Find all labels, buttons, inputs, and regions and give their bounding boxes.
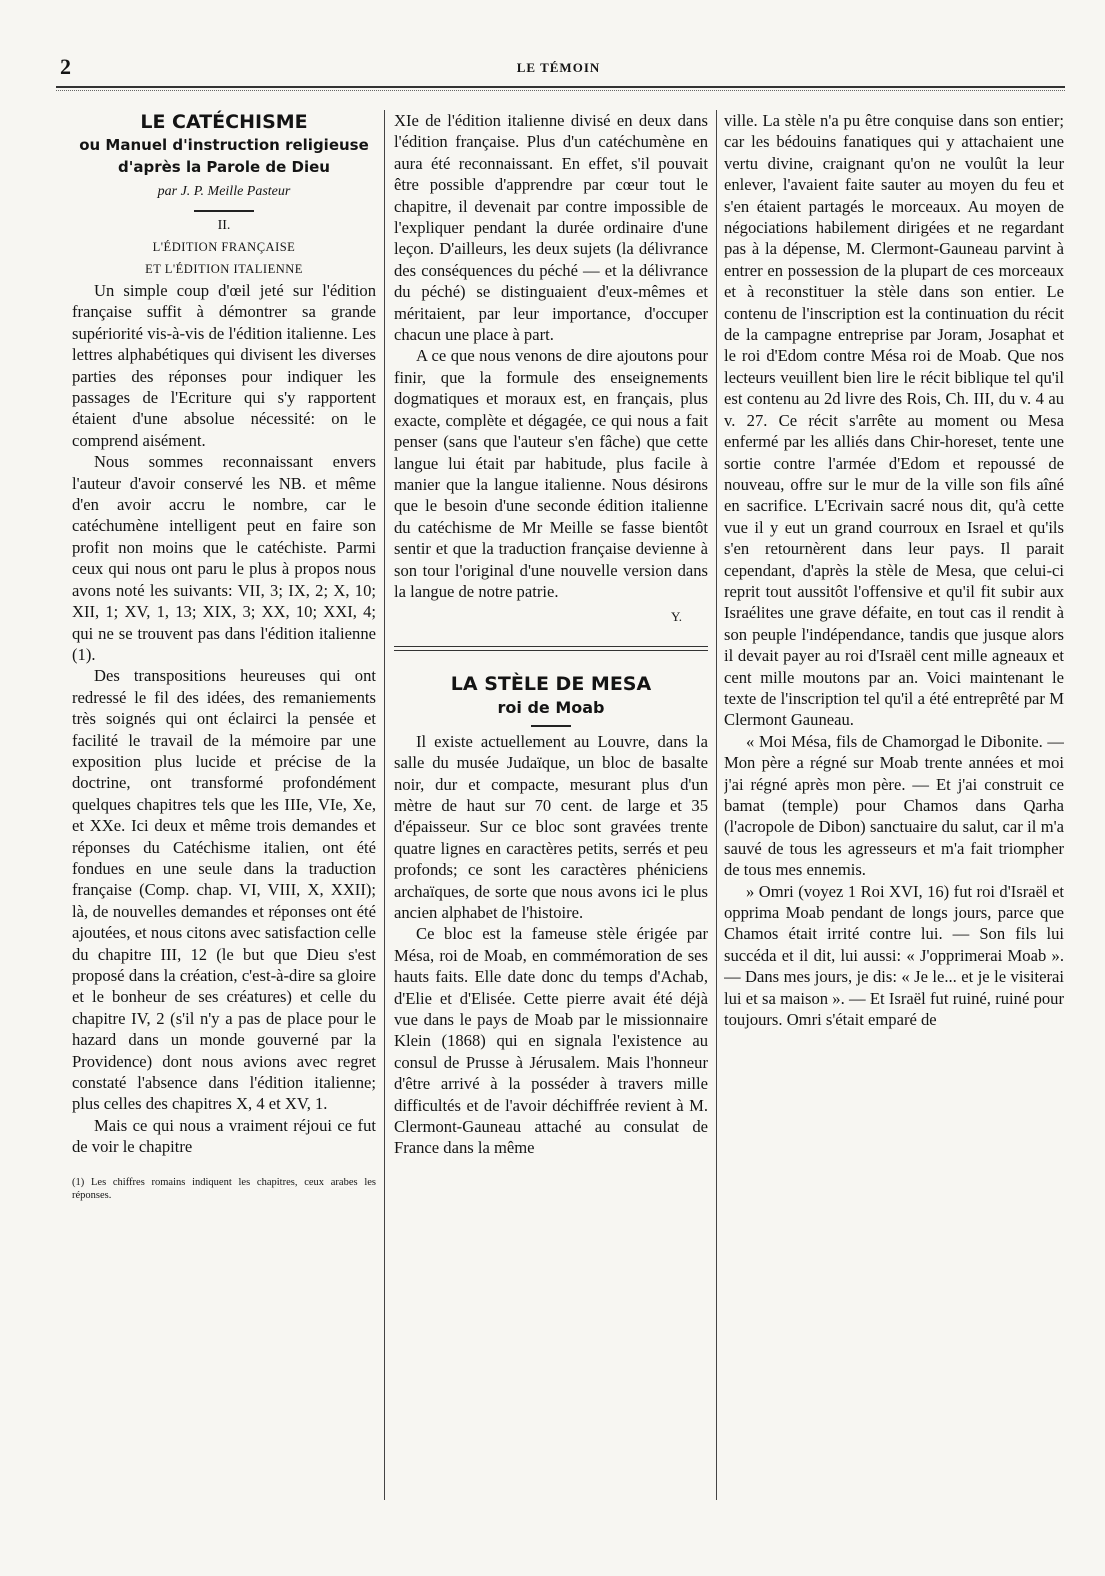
page-number: 2 — [60, 54, 71, 79]
paragraph: Nous sommes reconnaissant envers l'auteur d'avoir conservé les NB. et même d'en avoir accru le nombre, car le catéchumène intelligent peut en faire son profit non moins que le catéchiste. Parmi ceux qui nous ont paru le plus à propos nous avons noté les suivants: VII, 3; IX, 2; X, 10; XII, 1; XV, 1, 13; XIX, 3; XX, 10; XXI, 4; qui ne se trouvent pas dans l'édition italienne (1). — [72, 452, 376, 664]
column-divider-1 — [384, 110, 385, 1500]
paragraph: XIe de l'édition italienne divisé en deux dans l'édition française. Plus d'un catéchumène en aura été reconnaissant. En effet, s'il pouvait être possible d'apprendre par cœur tout le chapitre, il devenait par contre impossible de l'expliquer pendant la durée ordinaire d'une leçon. D'ailleurs, les deux sujets (la délivrance des conséquences du péché — et la délivrance du péché) se distinguaient d'eux-mêmes et méritaient, par leur importance, d'occuper chacun une place à part. — [394, 111, 708, 345]
paragraph: Ce bloc est la fameuse stèle érigée par Mésa, roi de Moab, en commémoration de ses hauts faits. Elle date donc du temps d'Achab, d'Elie et d'Elisée. Cette pierre avait été déjà vue dans le pays de Moab par le missionnaire Klein (1868) qui en signala l'existence au consul de Prusse à Jérusalem. Mais l'honneur d'être arrivé à la posséder à travers mille difficultés et de l'avoir déchiffrée revient à M. Clermont-Gauneau attaché au consulat de France dans la même — [394, 924, 708, 1158]
paragraph: Mais ce qui nous a vraiment réjoui ce fut de voir le chapitre — [72, 1115, 376, 1157]
header-rule — [56, 86, 1065, 88]
newspaper-title: LE TÉMOIN — [516, 60, 601, 75]
paragraph: » Omri (voyez 1 Roi XVI, 16) fut roi d'Israël et opprima Moab pendant de longs jours, parce que Chamos était irrité contre lui. — Son fils lui succéda et il dit, lui aussi: « J'opprimerai Moab ». — Dans mes jours, je dis: « Je le... et je le visiterai lui et sa maison ». — Et Israël fut ruiné, ruiné pour toujours. Omri s'était emparé de — [724, 881, 1064, 1030]
article-subtitle-moab: roi de Moab — [497, 697, 605, 717]
section-heading-2: ET L'ÉDITION ITALIENNE — [145, 262, 303, 276]
article-title-stele: LA STÈLE DE MESA — [450, 672, 652, 695]
paragraph: ville. La stèle n'a pu être conquise dans son entier; car les bédouins fanatiques qui y attachaient une vertu divine, craignant qu'on ne voulût la leur enlever, l'avaient faite sauter au moyen du feu et s'en étaient partagés le morceaux. Au moyen de négociations habilement dirigées et ne regardant pas à la dépense, M. Clermont-Gauneau parvint à entrer en possession de la plupart de ces morceaux et à reconstituer la stèle dans son entier. Le contenu de l'inscription est la continuation du récit de la campagne entreprise par Joram, Josaphat et le roi d'Edom contre Mésa roi de Moab. Que nos lecteurs veuillent bien lire le récit biblique tel qu'il est contenu au 2d livre des Rois, Ch. III, du v. 4 au v. 27. Ce récit s'arrête au moment ou Mesa enfermé par les alliés dans Chir-horeset, tente une sortie contre l'armée d'Edom et repoussé de nouveau, offre sur le mur de la ville son fils aîné en sacrifice. L'Ecrivain sacré nous dit, qu'à cette vue il y eut un grand courroux en Israel et qu'ils s'en retournèrent dans leur pays. Il parait cependant, d'après la stèle de Mesa, que celui-ci reprit tout aussitôt l'offensive et qu'il fit subir aux Israélites une grave défaite, en tout cas il rendit à son peuple l'indépendance, tandis que jusque alors il devait payer au roi d'Israël cent mille agneaux et cent mille moutons par an. Voici maintenant le texte de l'inscription tel qu'il a été entreprêté par M Clermont Gauneau. — [724, 111, 1064, 730]
column-divider-2 — [716, 110, 717, 1500]
header-rule-dotted — [56, 90, 1065, 91]
column-3 — [724, 110, 1064, 1500]
section-heading-1: L'ÉDITION FRANÇAISE — [152, 240, 296, 254]
article-subtitle-1: ou Manuel d'instruction religieuse — [79, 136, 369, 154]
signature: Y. — [671, 609, 682, 625]
paragraph: Des transpositions heureuses qui ont redressé le fil des idées, des remaniements très soignés qui ont éclairci la pensée et facilité le travail de la mémoire par une exposition plus lucide et précise de la doctrine, ont transformé profondément quelques chapitres tels que les IIIe, VIe, Xe, et XXe. Ici deux et même trois demandes et réponses du Catéchisme italien, ont été fondues en une seule dans la traduction française (Comp. chap. VI, VIII, X, XXII); là, de nouvelles demandes et réponses ont été ajoutées, et nous citons avec satisfaction celle du chapitre III, 12 (le but que Dieu s'est proposé dans la création, c'est-à-dire sa gloire et le bonheur de ses créatures) et celle du chapitre IV, 2 (s'il n'y a pas de place pour le hazard dans un monde gouverné par la Providence) dont nous avions avec regret constaté l'absence dans l'édition italienne; plus celles des chapitres X, 4 et XV, 1. — [72, 666, 376, 1114]
paragraph: Il existe actuellement au Louvre, dans la salle du musée Judaïque, un bloc de basalte noir, dur et compacte, mesurant plus d'un mètre de haut sur 70 cent. de large et 35 d'épaisseur. Sur ce bloc sont gravées trente quatre lignes en caractères petits, serrés et peu profonds; ce sont les caractères phéniciens archaïques, de sorte que nous avons ici le plus ancien alphabet de l'histoire. — [394, 731, 708, 922]
section-number: II. — [217, 218, 231, 233]
column-2 — [394, 110, 708, 1500]
page-header — [56, 54, 1061, 84]
paragraph: « Moi Mésa, fils de Chamorgad le Dibonite. — Mon père a régné sur Moab trente années et moi j'ai régné après mon père. — Et j'ai construit ce bamat (temple) pour Chamos dans Qarha (l'acropole de Dibon) sanctuaire du salut, car il m'a sauvé de tous les agresseurs et m'a fait triompher de tous mes ennemis. — [724, 731, 1064, 880]
column-1 — [72, 110, 376, 1505]
article-separator — [394, 646, 708, 651]
paragraph: Un simple coup d'œil jeté sur l'édition française suffit à démontrer sa grande supériorité vis-à-vis de l'édition italienne. Les lettres alphabétiques qui divisent les diverses parties des réponses pour indiquer les passages de l'Ecriture qui s'y rapportent étaient d'une absolue nécessité: on le comprend aisément. — [72, 281, 376, 450]
article-byline: par J. P. Meille Pasteur — [157, 184, 291, 199]
footnote: (1) Les chiffres romains indiquent les chapitres, ceux arabes les réponses. — [72, 1176, 376, 1201]
article-title-catechisme: LE CATÉCHISME — [140, 111, 308, 133]
paragraph: A ce que nous venons de dire ajoutons pour finir, que la formule des enseignements dogmatiques et moraux est, en français, plus exacte, complète et dégagée, ce qui nous a fait penser (sans que l'auteur s'en fâche) que cette langue lui était par habitude, plus facile à manier que la langue italienne. Nous désirons que le besoin d'une seconde édition italienne du catéchisme de Mr Meille se fasse bientôt sentir et que la traduction française devienne à son tour l'original d'une nouvelle version dans la langue de notre patrie. — [394, 346, 708, 601]
article-subtitle-2: d'après la Parole de Dieu — [118, 158, 330, 176]
title-rule — [531, 725, 571, 727]
title-rule — [194, 210, 254, 212]
